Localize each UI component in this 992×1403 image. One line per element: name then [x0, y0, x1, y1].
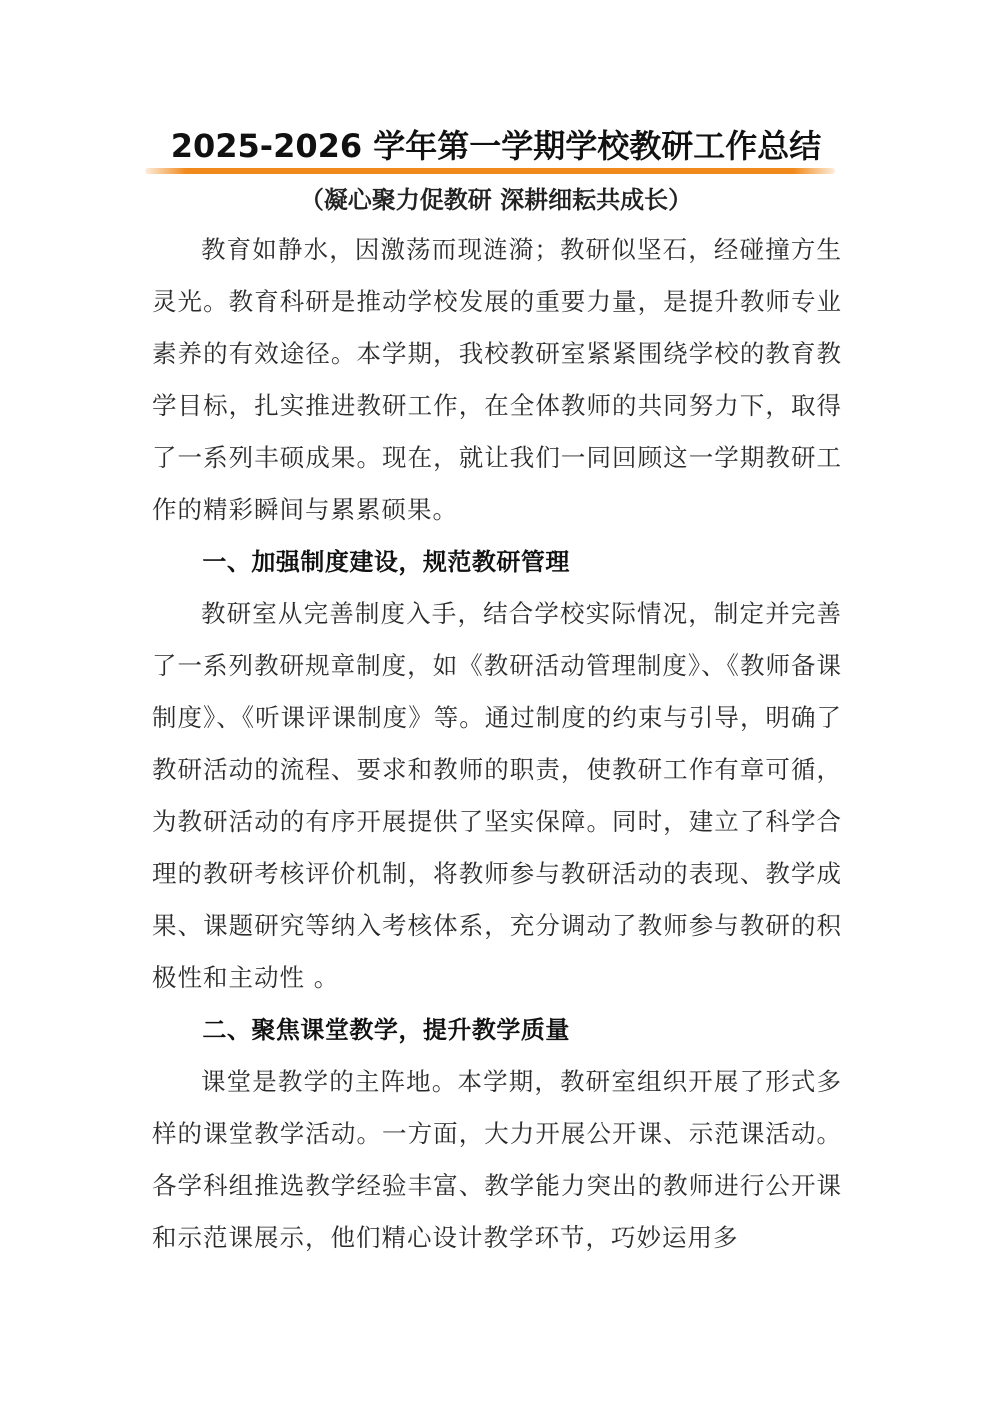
- title-underline: [145, 168, 835, 174]
- intro-paragraph: 教育如静水，因激荡而现涟漪；教研似坚石，经碰撞方生灵光。教育科研是推动学校发展的重要力量，是提升教师专业素养的有效途径。本学期，我校教研室紧紧围绕学校的教育教学目标，扎实推进教研工作，在全体教师的共同努力下，取得了一系列丰硕成果。现在，就让我们一同回顾这一学期教研工作的精彩瞬间与累累硕果。: [152, 235, 842, 524]
- section-heading-2: 二、聚焦课堂教学，提升教学质量: [202, 1016, 570, 1044]
- document-body: [152, 224, 842, 1264]
- document-title: 2025-2026 学年第一学期学校教研工作总结: [170, 127, 822, 165]
- document-subtitle: （凝心聚力促教研 深耕细耘共成长）: [299, 186, 693, 214]
- section-paragraph-2: 课堂是教学的主阵地。本学期，教研室组织开展了形式多样的课堂教学活动。一方面，大力开展公开课、示范课活动。各学科组推选教学经验丰富、教学能力突出的教师进行公开课和示范课展示，他们精心设计教学环节，巧妙运用多: [152, 1067, 842, 1252]
- section-heading-1: 一、加强制度建设，规范教研管理: [202, 548, 570, 576]
- section-paragraph-1: 教研室从完善制度入手，结合学校实际情况，制定并完善了一系列教研规章制度，如《教研活动管理制度》、《教师备课制度》、《听课评课制度》等。通过制度的约束与引导，明确了教研活动的流程、要求和教师的职责，使教研工作有章可循，为教研活动的有序开展提供了坚实保障。同时，建立了科学合理的教研考核评价机制，将教师参与教研活动的表现、教学成果、课题研究等纳入考核体系，充分调动了教师参与教研的积极性和主动性 。: [152, 599, 842, 992]
